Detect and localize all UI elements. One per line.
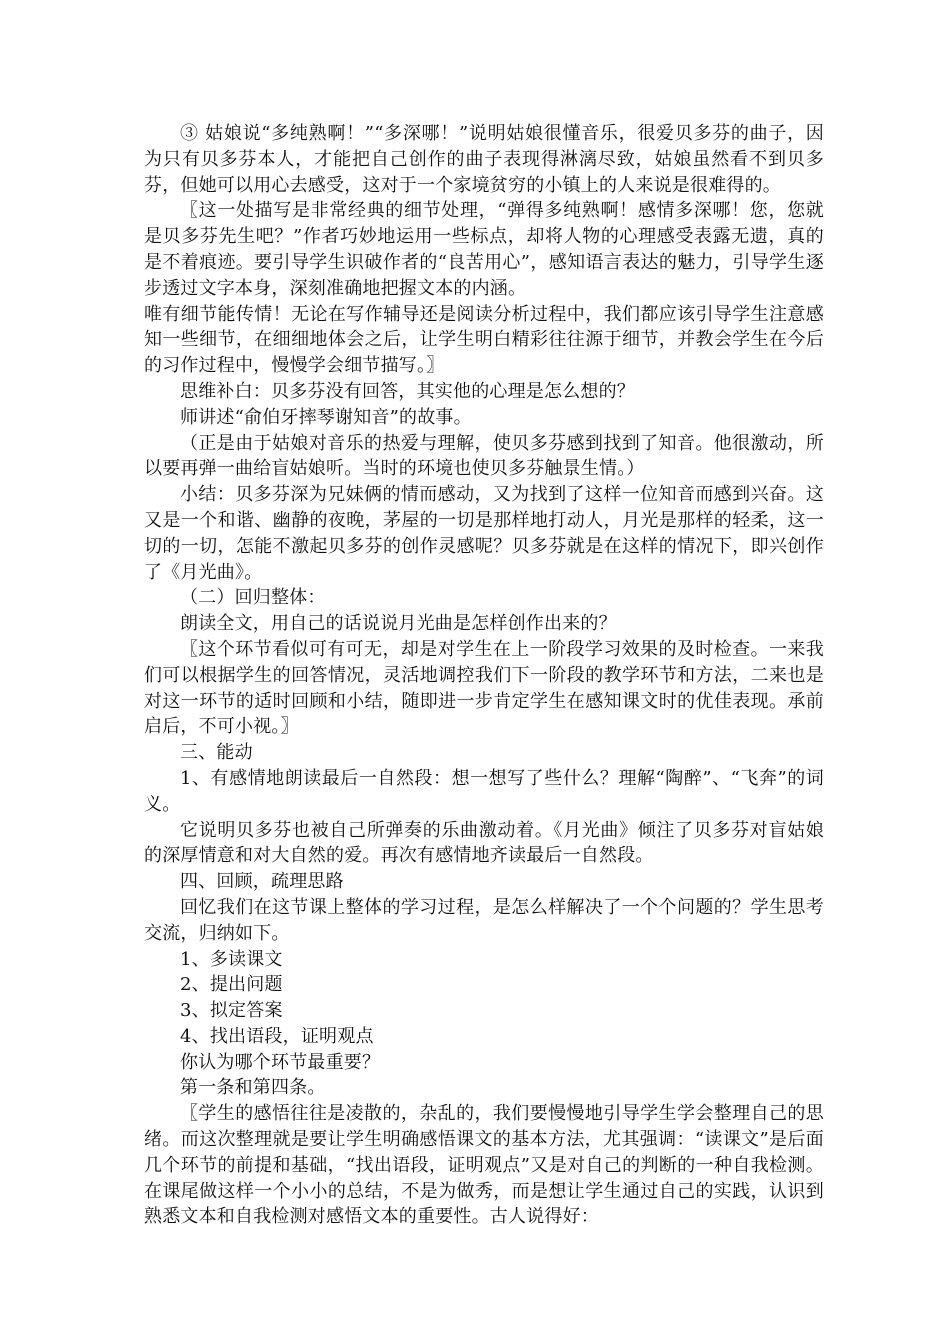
paragraph: （二）回归整体： (180, 587, 326, 609)
paragraph: （正是由于姑娘对音乐的热爱与理解，使贝多芬感到找到了知音。他很激动，所以要再弹一曲给盲姑娘听。当时的环境也使贝多芬触景生情。） (144, 432, 824, 480)
paragraph: 唯有细节能传情！无论在写作辅导还是阅读分析过程中，我们都应该引导学生注意感知一些细节，在细细地体会之后，让学生明白精彩往往源于细节，并教会学生在今后的习作过程中，慢慢学会细节描写。〗 (144, 303, 824, 377)
paragraph: 思维补白：贝多芬没有回答，其实他的心理是怎么想的？ (180, 380, 635, 402)
paragraph: 小结：贝多芬深为兄妹俩的情而感动，又为找到了这样一位知音而感到兴奋。这又是一个和谐、幽静的夜晚，茅屋的一切是那样地打动人，月光是那样的轻柔，这一切的一切，怎能不激起贝多芬的创作灵感呢？贝多芬就是在这样的情况下，即兴创作了《月光曲》。 (144, 484, 824, 583)
paragraph: 1、多读课文 (180, 948, 283, 970)
paragraph: 你认为哪个环节最重要？ (180, 1051, 381, 1073)
paragraph: 2、提出问题 (180, 974, 283, 996)
paragraph: 〖这个环节看似可有可无，却是对学生在上一阶段学习效果的及时检查。一来我们可以根据学生的回答情况，灵活地调控我们下一阶段的教学环节和方法，二来也是对这一环节的适时回顾和小结，随即进一步肯定学生在感知课文时的优佳表现。承前启后，不可小视。〗 (144, 638, 824, 738)
paragraph: 回忆我们在这节课上整体的学习过程，是怎么样解决了一个个问题的？学生思考交流，归纳如下。 (144, 896, 824, 944)
paragraph: 师讲述“俞伯牙摔琴谢知音”的故事。 (180, 406, 472, 428)
paragraph: 朗读全文，用自己的话说说月光曲是怎样创作出来的？ (180, 613, 617, 635)
paragraph: ③ 姑娘说“多纯熟啊！”“多深哪！”说明姑娘很懂音乐，很爱贝多芬的曲子，因为只有贝多芬本人，才能把自己创作的曲子表现得淋漓尽致，姑娘虽然看不到贝多芬，但她可以用心去感受，这对于一个家境贫穷的小镇上的人来说是很难得的。 (144, 123, 824, 196)
paragraph: 〖学生的感悟往往是凌散的，杂乱的，我们要慢慢地引导学生学会整理自己的思绪。而这次整理就是要让学生明确感悟课文的基本方法，尤其强调：“读课文”是后面几个环节的前提和基础，“找出语段，证明观点”又是对自己的判断的一种自我检测。在课尾做这样一个小小的总结，不是为做秀，而是想让学生通过自己的实践，认识到熟悉文本和自我检测对感悟文本的重要性。古人说得好： (144, 1103, 824, 1228)
paragraph: 三、能动 (180, 742, 253, 764)
paragraph: 第一条和第四条。 (180, 1077, 326, 1099)
paragraph: 3、拟定答案 (180, 1000, 283, 1022)
document-body (144, 121, 824, 1230)
paragraph: 〖这一处描写是非常经典的细节处理，“弹得多纯熟啊！感情多深哪！您，您就是贝多芬先生吧？”作者巧妙地运用一些标点，却将人物的心理感受表露无遗，真的是不着痕迹。要引导学生识破作者的“良苦用心”，感知语言表达的魅力，引导学生逐步透过文字本身，深刻准确地把握文本的内涵。 (144, 200, 824, 299)
paragraph: 四、回顾，疏理思路 (180, 871, 344, 893)
paragraph: 4、找出语段，证明观点 (180, 1025, 374, 1047)
paragraph: 1、有感情地朗读最后一自然段：想一想写了些什么？理解“陶醉”、“飞奔”的词义。 (144, 767, 824, 815)
paragraph: 它说明贝多芬也被自己所弹奏的乐曲激动着。《月光曲》倾注了贝多芬对盲姑娘的深厚情意和对大自然的爱。再次有感情地齐读最后一自然段。 (144, 819, 824, 867)
